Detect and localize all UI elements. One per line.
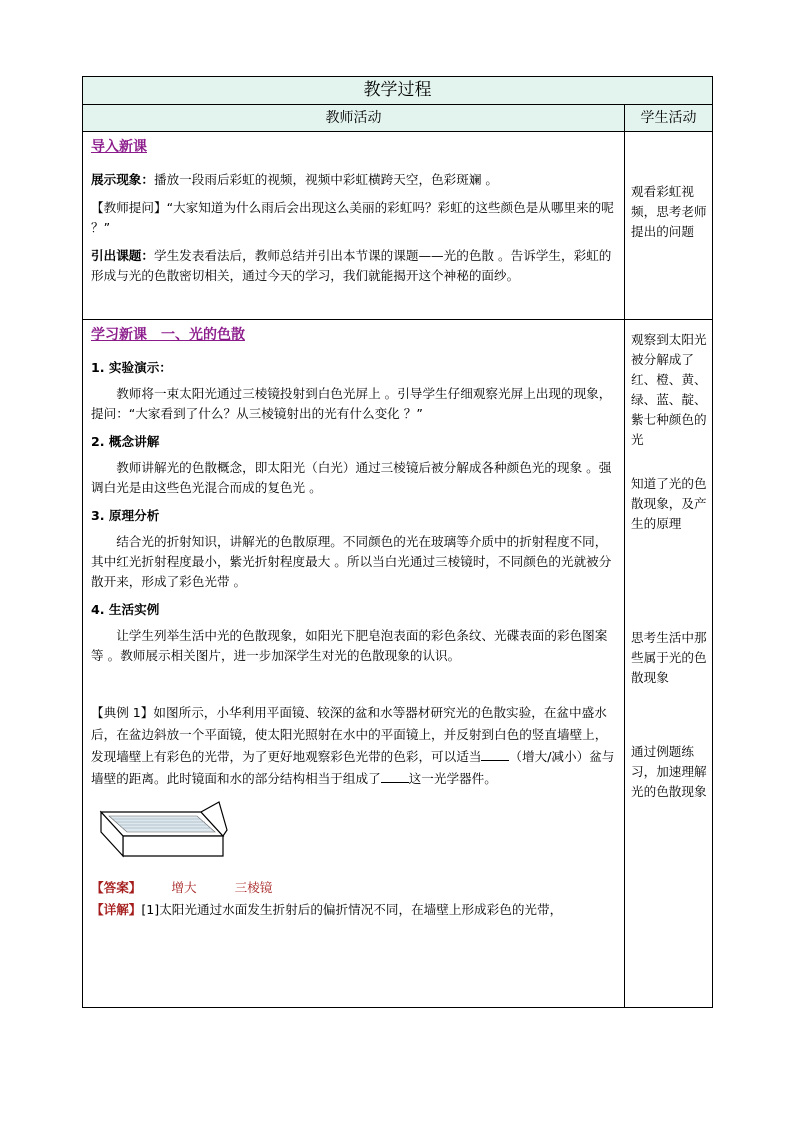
intro-show-text: 播放一段雨后彩虹的视频，视频中彩虹横跨天空，色彩斑斓 。 <box>153 172 499 187</box>
basin-mirror-figure <box>97 800 618 874</box>
intro-teacher-cell <box>83 132 625 320</box>
answer-paragraph <box>91 878 618 898</box>
answer-blank-1 <box>481 748 509 761</box>
teaching-process-table <box>82 76 713 1008</box>
section-3-title: 3. 原理分析 <box>91 508 160 523</box>
intro-heading: 导入新课 <box>91 139 147 155</box>
student-activity-header: 学生活动 <box>625 105 713 132</box>
detail-paragraph <box>91 900 618 920</box>
section-1-text: 教师将一束太阳光通过三棱镜投射到白色光屏上 。引导学生仔细观察光屏上出现的现象，提问：“大家看到了什么？从三棱镜射出的光有什么变化 ？” <box>91 386 612 421</box>
lesson-student-text-3: 思考生活中那些属于光的色散现象 <box>631 630 707 685</box>
intro-show-label: 展示现象： <box>91 172 154 187</box>
answer-blank-2 <box>381 770 409 783</box>
example-text-b: （增大/减小）盆与墙壁的距离。此时镜面和水的部分结构相当于组成了 <box>91 749 615 786</box>
detail-text: [1]太阳光通过水面发生折射后的偏折情况不同，在墙壁上形成彩色的光带， <box>141 902 563 917</box>
section-4-text: 让学生列举生活中光的色散现象，如阳光下肥皂泡表面的彩色条纹、光碟表面的彩色图案等 。教师展示相关图片，进一步加深学生对光的色散现象的认识。 <box>91 628 608 663</box>
example-paragraph <box>91 702 618 790</box>
lesson-student-text-2: 知道了光的色散现象，及产生的原理 <box>631 476 707 531</box>
section-4-title: 4. 生活实例 <box>91 602 160 617</box>
intro-lead-label: 引出课题： <box>91 248 154 263</box>
example-label: 【典例 1】 <box>91 705 154 720</box>
answer-1: 增大 <box>171 880 197 895</box>
section-2-title: 2. 概念讲解 <box>91 434 160 449</box>
lesson-heading: 学习新课 一、光的色散 <box>91 327 245 343</box>
basin-mirror-illustration <box>97 800 229 868</box>
intro-lead-text: 学生发表看法后，教师总结并引出本节课的课题——光的色散 。告诉学生，彩虹的形成与光的色散密切相关，通过今天的学习，我们就能揭开这个神秘的面纱。 <box>91 248 612 283</box>
intro-ask-text: “大家知道为什么雨后会出现这么美丽的彩虹吗？彩虹的这些颜色是从哪里来的呢 ？” <box>91 200 614 235</box>
section-2-text: 教师讲解光的色散概念，即太阳光（白光）通过三棱镜后被分解成各种颜色光的现象 。强调白光是由这些色光混合而成的复色光 。 <box>91 460 612 495</box>
example-text-c: 这一光学器件。 <box>408 771 497 786</box>
lesson-student-text-1: 观察到太阳光被分解成了红、橙、黄、绿、蓝、靛、紫七种颜色的光 <box>631 332 707 447</box>
section-3-text: 结合光的折射知识，讲解光的色散原理。不同颜色的光在玻璃等介质中的折射程度不同，其中红光折射程度最小，紫光折射程度最大 。所以当白光通过三棱镜时，不同颜色的光就被分散开来，形成了彩色光带 。 <box>91 534 612 589</box>
answer-2: 三棱镜 <box>234 880 273 895</box>
lesson-teacher-cell <box>83 320 625 1008</box>
answer-label: 【答案】 <box>91 880 142 895</box>
intro-lead-paragraph <box>91 246 618 286</box>
intro-student-cell <box>625 132 713 320</box>
lesson-student-cell <box>625 320 713 1008</box>
intro-student-text: 观看彩虹视频，思考老师提出的问题 <box>631 184 707 239</box>
intro-ask-label: 【教师提问】 <box>91 200 167 215</box>
lesson-student-text-4: 通过例题练习，加速理解光的色散现象 <box>631 744 707 799</box>
section-1-title: 1. 实验演示： <box>91 360 172 375</box>
intro-ask-paragraph <box>91 198 618 238</box>
detail-label: 【详解】 <box>91 902 142 917</box>
intro-show-paragraph <box>91 170 618 190</box>
example-text-a: 如图所示，小华利用平面镜、较深的盆和水等器材研究光的色散实验，在盆中盛水后，在盆边斜放一个平面镜，使太阳光照射在水中的平面镜上，并反射到白色的竖直墙壁上，发现墙壁上有彩色的光带，为了更好地观察彩色光带的色彩，可以适当 <box>91 705 608 764</box>
teacher-activity-header: 教师活动 <box>83 105 625 132</box>
table-title: 教学过程 <box>83 77 713 105</box>
